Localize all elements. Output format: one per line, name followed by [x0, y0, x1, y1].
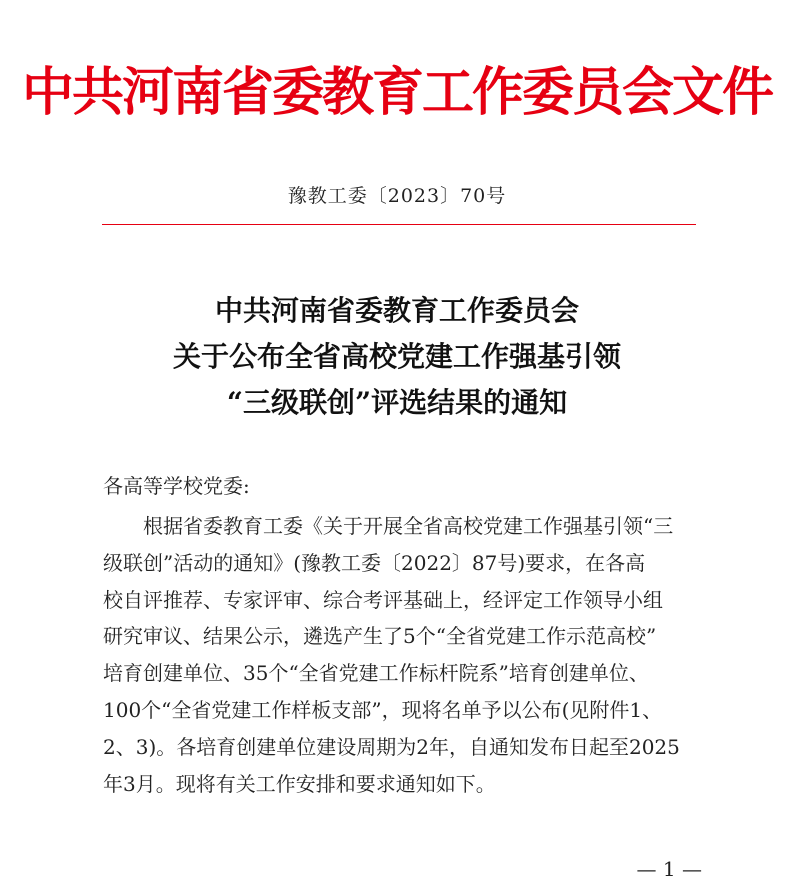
paragraph-line: 根据省委教育工委《关于开展全省高校党建工作强基引领“三 [143, 514, 674, 538]
paragraph-line: 培育创建单位、35个“全省党建工作标杆院系”培育创建单位、 [103, 661, 649, 686]
salutation: 各高等学校党委: [103, 474, 250, 498]
title-line-1: 中共河南省委教育工作委员会 [214, 294, 579, 327]
paragraph-line: 2、3)。各培育创建单位建设周期为2年，自通知发布日起至2025 [103, 734, 680, 759]
title-line-3: “三级联创”评选结果的通知 [226, 386, 568, 419]
body-paragraph [103, 508, 703, 802]
title-line-2: 关于公布全省高校党建工作强基引领 [172, 340, 621, 373]
paragraph-line: 校自评推荐、专家评审、综合考评基础上，经评定工作领导小组 [103, 587, 663, 612]
paragraph-line: 研究审议、结果公示，遴选产生了5个“全省党建工作示范高校” [103, 624, 657, 649]
page-number: — 1 — [636, 857, 702, 881]
paragraph-line: 级联创”活动的通知》(豫教工委〔2022〕87号)要求，在各高 [103, 550, 646, 575]
notice-title [0, 288, 794, 426]
paragraph-line: 100个“全省党建工作样板支部”，现将名单予以公布(见附件1、 [103, 697, 663, 722]
issuer-masthead: 中共河南省委教育工作委员会文件 [21, 62, 772, 123]
red-divider-line [102, 224, 696, 225]
document-number: 豫教工委〔2023〕70号 [287, 185, 507, 207]
paragraph-line: 年3月。现将有关工作安排和要求通知如下。 [103, 771, 496, 796]
